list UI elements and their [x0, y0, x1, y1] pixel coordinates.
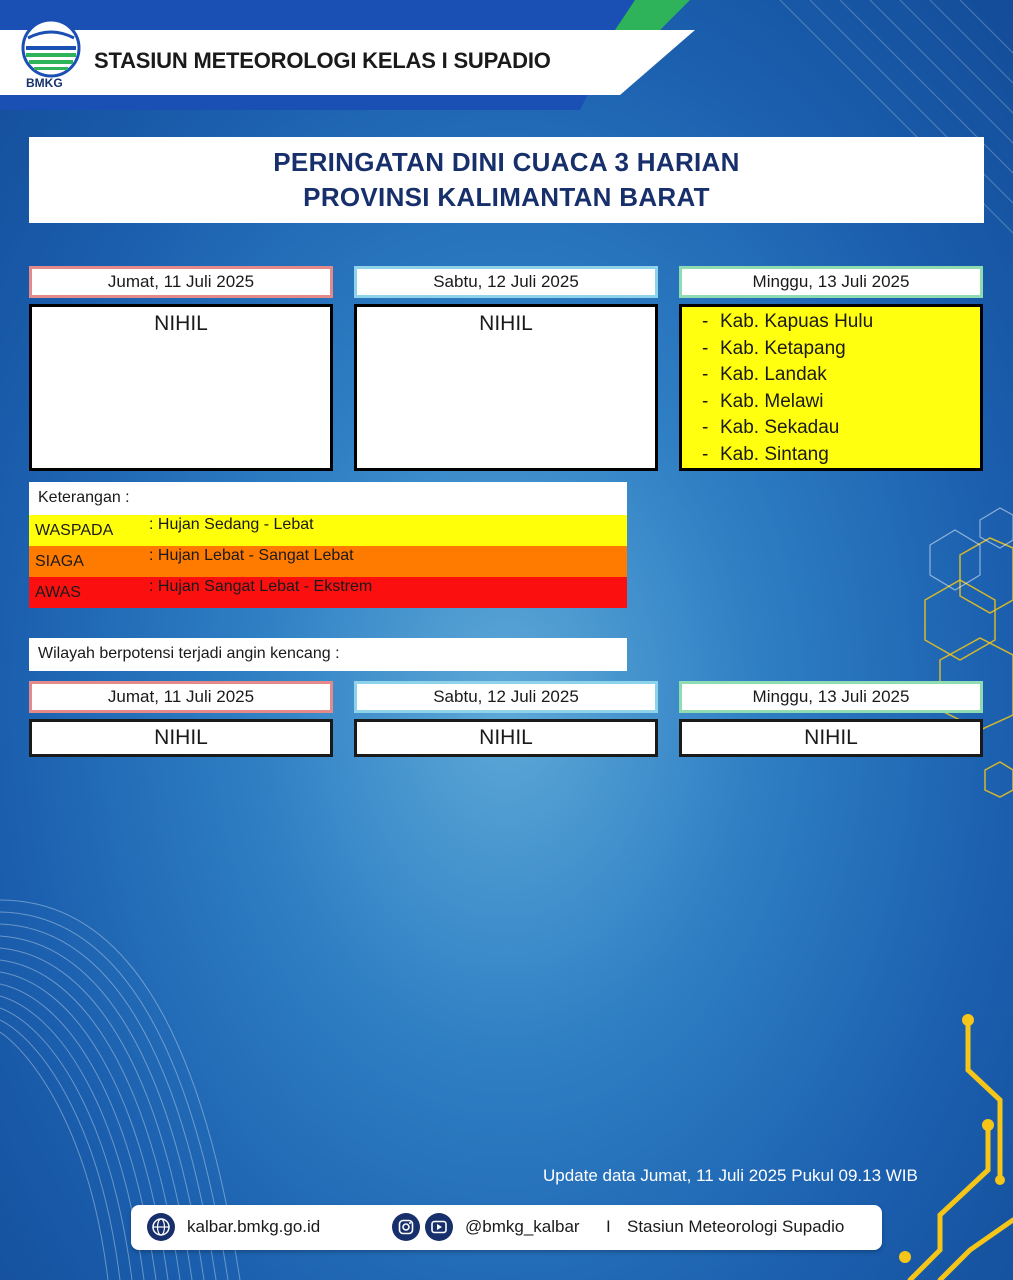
rain-day-3-date: Minggu, 13 Juli 2025 [679, 266, 983, 298]
wind-day-2-date: Sabtu, 12 Juli 2025 [354, 681, 658, 713]
logo-text: BMKG [26, 76, 63, 90]
update-timestamp: Update data Jumat, 11 Juli 2025 Pukul 09.13 WIB [543, 1166, 918, 1185]
globe-icon[interactable] [147, 1213, 175, 1241]
website-link[interactable]: kalbar.bmkg.go.id [187, 1217, 321, 1236]
wind-heading: Wilayah berpotensi terjadi angin kencang : [29, 638, 627, 671]
region-item: - Kab. Sintang [702, 443, 829, 465]
legend-description: : Hujan Sangat Lebat - Ekstrem [149, 578, 373, 595]
legend-label: AWAS [35, 584, 81, 601]
wind-day-2-content: NIHIL [354, 719, 658, 757]
region-item: - Kab. Melawi [702, 390, 824, 412]
wind-day-1-date: Jumat, 11 Juli 2025 [29, 681, 333, 713]
footer-separator: I [606, 1217, 611, 1236]
region-item: - Kab. Ketapang [702, 337, 846, 359]
instagram-icon[interactable] [392, 1213, 420, 1241]
rain-day-1-box [29, 304, 333, 471]
rain-day-2-content: NIHIL [479, 312, 533, 335]
social-handle[interactable]: @bmkg_kalbar [465, 1217, 580, 1236]
region-item: - Kab. Landak [702, 364, 827, 386]
region-item: - Kab. Sekadau [702, 417, 840, 439]
rain-day-1-content: NIHIL [154, 312, 208, 335]
title-line-2: PROVINSI KALIMANTAN BARAT [303, 182, 710, 212]
youtube-icon[interactable] [425, 1213, 453, 1241]
footer-bar [131, 1205, 882, 1250]
region-item: - Kab. Kapuas Hulu [702, 311, 874, 332]
legend-waspada [29, 515, 627, 546]
wind-day-3-date: Minggu, 13 Juli 2025 [679, 681, 983, 713]
legend-siaga [29, 546, 627, 577]
legend-awas [29, 577, 627, 608]
wind-day-3-content: NIHIL [679, 719, 983, 757]
legend-heading: Keterangan : [29, 482, 627, 515]
region-list [682, 307, 980, 469]
wind-day-1-content: NIHIL [29, 719, 333, 757]
station-short-name: Stasiun Meteorologi Supadio [627, 1217, 845, 1236]
rain-day-1-date: Jumat, 11 Juli 2025 [29, 266, 333, 298]
rain-day-2-date: Sabtu, 12 Juli 2025 [354, 266, 658, 298]
legend [29, 482, 627, 608]
rain-day-3-box [679, 304, 983, 471]
title-line-1: PERINGATAN DINI CUACA 3 HARIAN [273, 147, 740, 177]
legend-description: : Hujan Sedang - Lebat [149, 516, 314, 533]
legend-label: SIAGA [35, 553, 84, 570]
station-name: STASIUN METEOROLOGI KELAS I SUPADIO [94, 48, 551, 73]
legend-label: WASPADA [35, 522, 114, 539]
rain-day-2-box [354, 304, 658, 471]
legend-description: : Hujan Lebat - Sangat Lebat [149, 547, 354, 564]
title-box [29, 137, 984, 223]
